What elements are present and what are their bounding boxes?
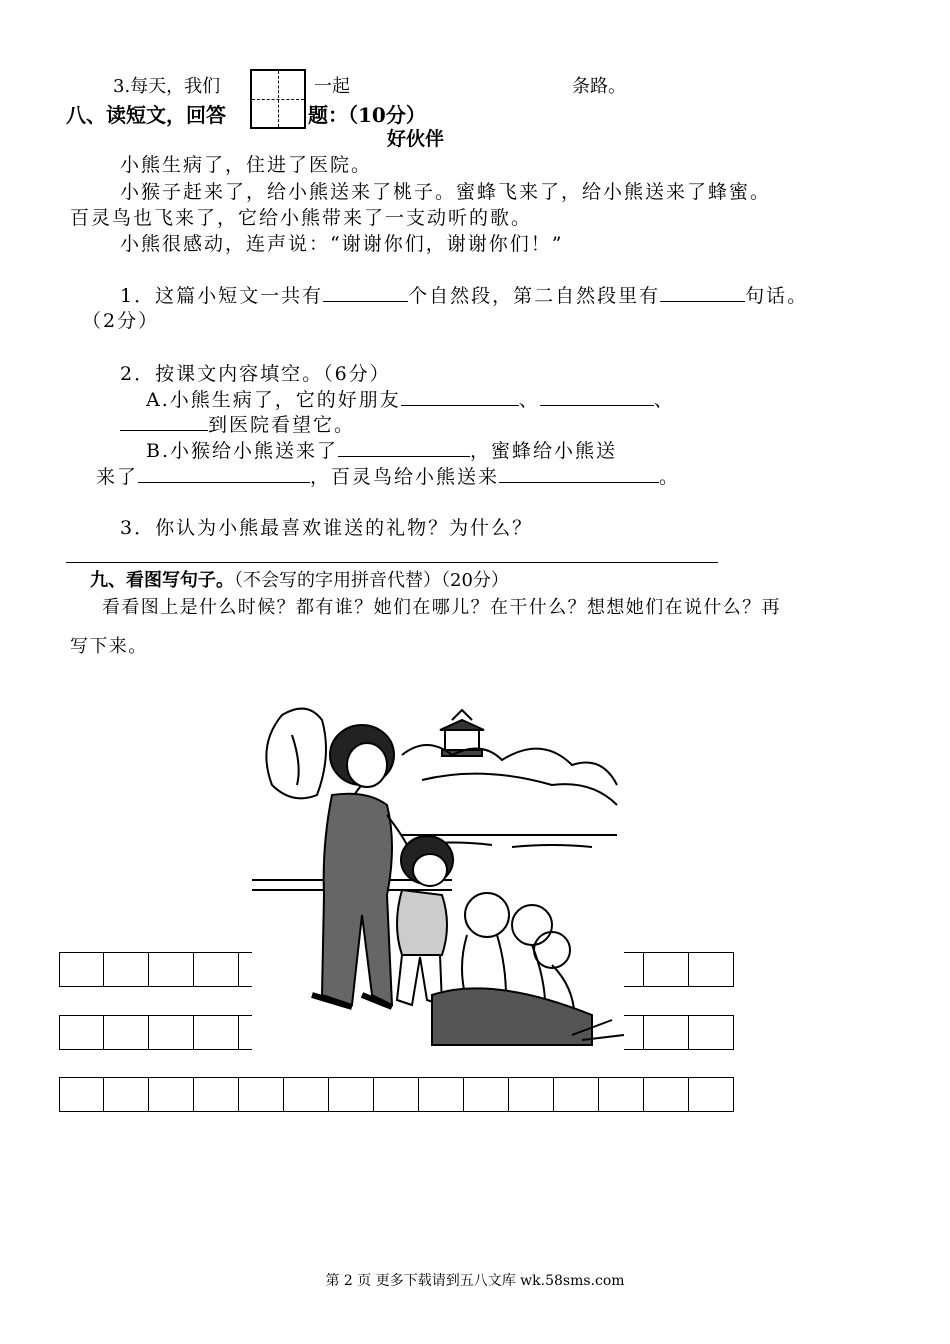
question-2a-text: A.小熊生病了，它的好朋友 [146, 389, 401, 411]
story-paragraph-1: 小熊生病了，住进了医院。 [120, 154, 373, 176]
question-2b-line2 [96, 462, 680, 489]
question-2b-text-3: 来了 [96, 466, 139, 488]
question-2b-text-5: 。 [659, 466, 681, 488]
answer-blank-monkey-gift[interactable] [338, 438, 470, 457]
section8-heading-b: 题：（10分） [308, 103, 426, 127]
question-2b-line1 [146, 436, 617, 463]
q3-fill-suffix: 条路。 [572, 76, 626, 97]
question-1 [120, 281, 808, 308]
answer-blank-sentence-count[interactable] [660, 283, 745, 302]
question-2b-text-4: ，百灵鸟给小熊送来 [310, 466, 500, 488]
answer-blank-friend-2[interactable] [540, 387, 654, 406]
answer-line-question-3[interactable] [66, 562, 718, 563]
page-footer: 第 2 页 更多下载请到五八文库 wk.58sms.com [325, 1273, 625, 1289]
answer-blank-friend-3[interactable] [120, 412, 208, 431]
illustration-mother-daughter-flowers [252, 695, 624, 1055]
writing-grid-box[interactable] [250, 69, 306, 129]
section9-heading-line [90, 566, 509, 592]
answer-blank-bee-gift[interactable] [138, 464, 310, 483]
question-1-text-c: 句话。 [745, 285, 809, 307]
question-2b-text-2: ，蜜蜂给小熊送 [470, 440, 618, 462]
q3-fill-middle: 一起 [314, 76, 350, 97]
question-2a-line1 [146, 385, 675, 412]
question-1-text-b: 个自然段，第二自然段里有 [408, 285, 661, 307]
section9-note: （不会写的字用拼音代替）（20分） [234, 570, 509, 591]
section8-heading-a: 八、读短文，回答 [66, 103, 226, 127]
answer-blank-friend-1[interactable] [401, 387, 519, 406]
story-paragraph-2-cont: 百灵鸟也飞来了，它给小熊带来了一支动听的歌。 [70, 207, 533, 229]
question-3: 3．你认为小熊最喜欢谁送的礼物？为什么？ [120, 517, 534, 539]
answer-blank-lark-gift[interactable] [499, 464, 659, 483]
section9-prompt-line2: 写下来。 [70, 636, 148, 657]
story-paragraph-2: 小猴子赶来了，给小熊送来了桃子。蜜蜂飞来了，给小熊送来了蜂蜜。 [120, 181, 772, 203]
story-paragraph-3: 小熊很感动，连声说：“谢谢你们，谢谢你们！” [120, 233, 564, 255]
question-1-points: （2分） [82, 310, 160, 332]
section9-prompt-line1: 看看图上是什么时候？都有谁？她们在哪儿？在干什么？想想她们在说什么？再 [102, 597, 781, 618]
writing-grid-row-3[interactable] [59, 1077, 734, 1112]
section9-heading: 九、看图写句子。 [90, 570, 234, 591]
question-2a-line2 [120, 410, 355, 437]
story-title: 好伙伴 [387, 128, 445, 150]
question-2-intro: 2．按课文内容填空。（6分） [120, 363, 391, 385]
question-2a-text-2: 到医院看望它。 [208, 414, 356, 436]
answer-blank-paragraph-count[interactable] [323, 283, 408, 302]
question-1-text-a: 1．这篇小短文一共有 [120, 285, 324, 307]
separator: 、 [518, 389, 540, 411]
separator: 、 [653, 389, 675, 411]
question-2b-text: B.小猴给小熊送来了 [146, 440, 339, 462]
q3-fill-prefix: 3.每天，我们 [113, 76, 221, 97]
